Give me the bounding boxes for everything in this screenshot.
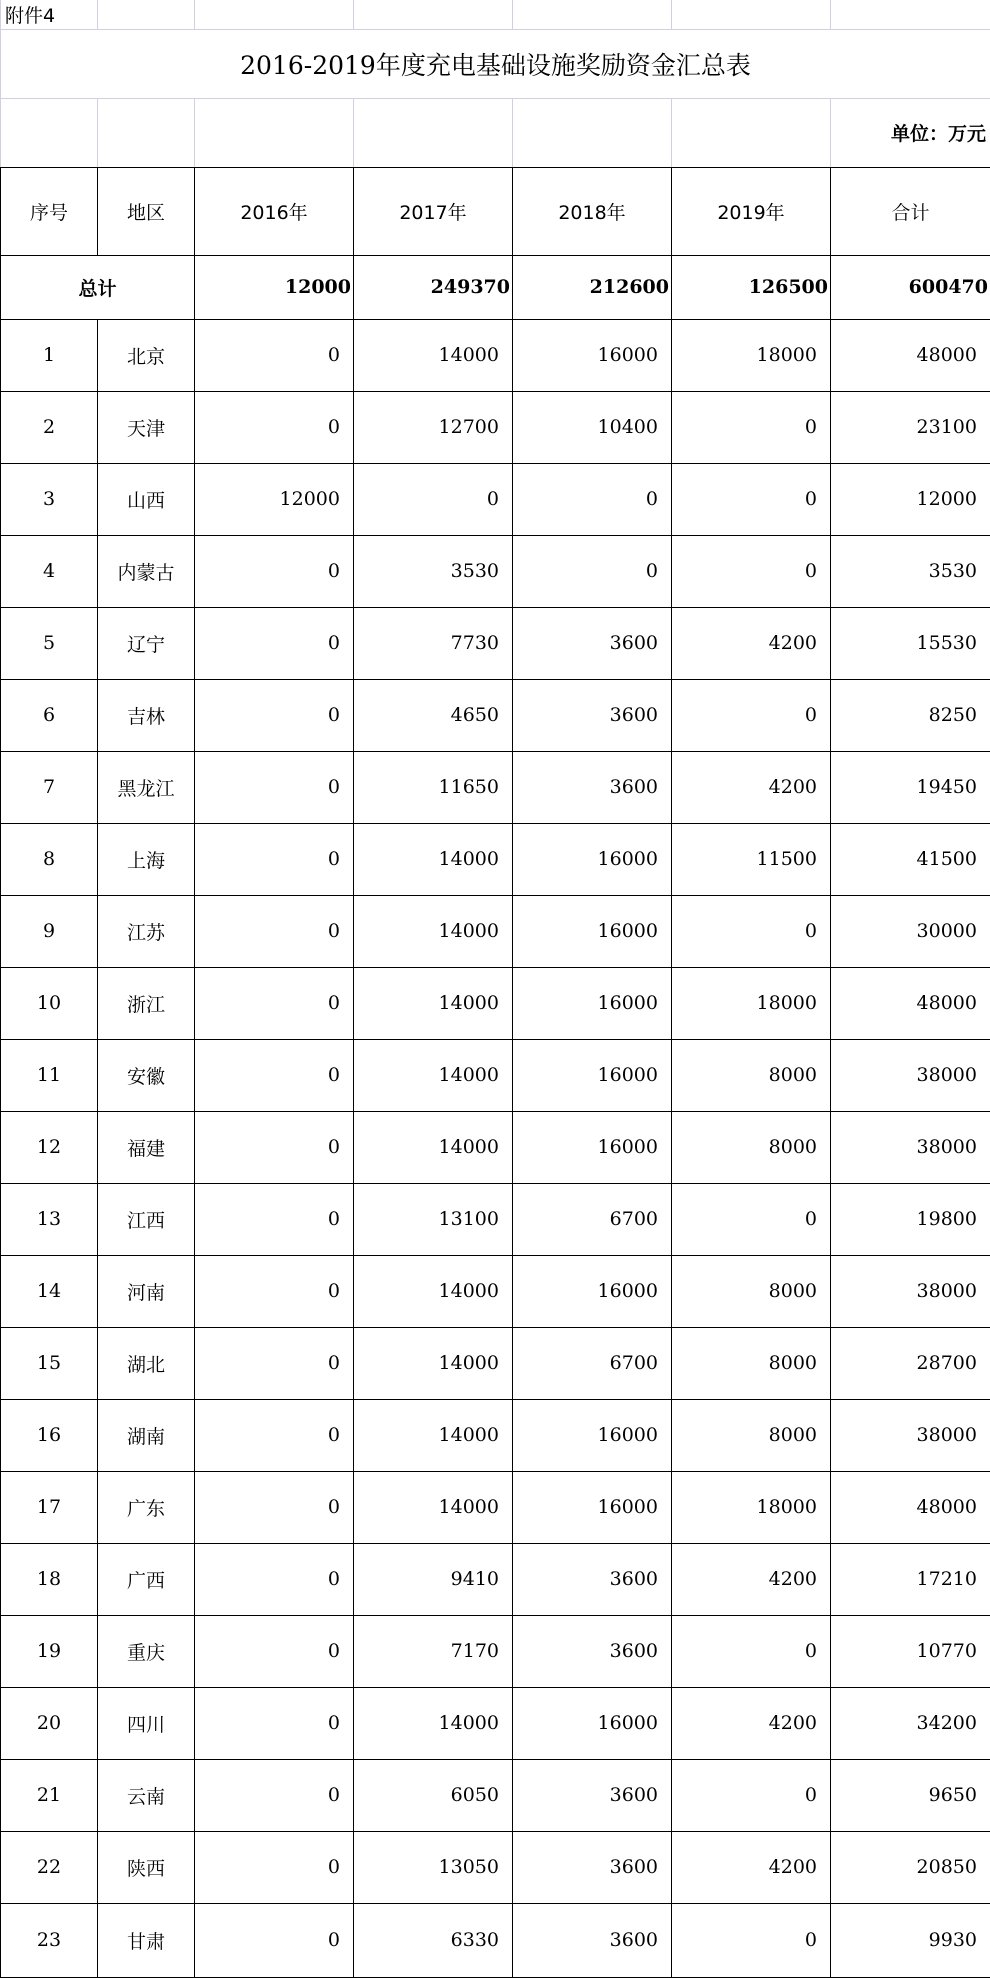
empty-cell[interactable] [831, 0, 990, 29]
cell-2016[interactable]: 0 [195, 391, 354, 463]
header-2017[interactable]: 2017年 [354, 167, 513, 255]
cell-2017[interactable]: 7730 [354, 607, 513, 679]
cell-2019[interactable]: 0 [672, 535, 831, 607]
cell-index[interactable]: 14 [1, 1255, 98, 1327]
cell-sum[interactable]: 38000 [831, 1039, 990, 1111]
table-row [1, 1543, 990, 1615]
empty-cell[interactable] [513, 98, 672, 167]
cell-2019[interactable]: 4200 [672, 1831, 831, 1903]
cell-region[interactable]: 江苏 [98, 895, 195, 967]
cell-2019[interactable]: 11500 [672, 823, 831, 895]
cell-region[interactable]: 天津 [98, 391, 195, 463]
cell-region[interactable]: 广西 [98, 1543, 195, 1615]
cell-sum[interactable]: 19450 [831, 751, 990, 823]
cell-index[interactable]: 7 [1, 751, 98, 823]
cell-2018[interactable]: 16000 [513, 1687, 672, 1759]
cell-sum[interactable]: 38000 [831, 1255, 990, 1327]
cell-index[interactable]: 6 [1, 679, 98, 751]
cell-region[interactable]: 北京 [98, 319, 195, 391]
total-2017[interactable]: 249370 [354, 255, 513, 319]
cell-2019[interactable]: 4200 [672, 1687, 831, 1759]
cell-sum[interactable]: 41500 [831, 823, 990, 895]
table-row [1, 1399, 990, 1471]
table-row [1, 823, 990, 895]
empty-cell[interactable] [672, 0, 831, 29]
total-row [1, 255, 990, 319]
table-row [1, 1471, 990, 1543]
cell-index[interactable]: 13 [1, 1183, 98, 1255]
cell-index[interactable]: 3 [1, 463, 98, 535]
cell-sum[interactable]: 48000 [831, 319, 990, 391]
cell-sum[interactable]: 15530 [831, 607, 990, 679]
cell-2018[interactable]: 3600 [513, 1615, 672, 1687]
cell-2017[interactable]: 4650 [354, 679, 513, 751]
cell-2018[interactable]: 10400 [513, 391, 672, 463]
total-2019[interactable]: 126500 [672, 255, 831, 319]
cell-2016[interactable]: 0 [195, 1687, 354, 1759]
cell-2016[interactable]: 0 [195, 319, 354, 391]
unit-row [1, 98, 990, 167]
table-row [1, 1255, 990, 1327]
cell-2016[interactable]: 0 [195, 679, 354, 751]
cell-region[interactable]: 内蒙古 [98, 535, 195, 607]
cell-2019[interactable]: 0 [672, 1759, 831, 1831]
cell-2016[interactable]: 0 [195, 1399, 354, 1471]
empty-cell[interactable] [513, 0, 672, 29]
cell-2019[interactable]: 4200 [672, 607, 831, 679]
empty-cell[interactable] [354, 0, 513, 29]
cell-2019[interactable]: 8000 [672, 1255, 831, 1327]
cell-sum[interactable]: 17210 [831, 1543, 990, 1615]
cell-2016[interactable]: 0 [195, 1327, 354, 1399]
cell-2016[interactable]: 0 [195, 1543, 354, 1615]
cell-index[interactable]: 18 [1, 1543, 98, 1615]
cell-2018[interactable]: 6700 [513, 1327, 672, 1399]
cell-2017[interactable]: 14000 [354, 1255, 513, 1327]
cell-index[interactable]: 16 [1, 1399, 98, 1471]
cell-2017[interactable]: 12700 [354, 391, 513, 463]
cell-2016[interactable]: 0 [195, 1111, 354, 1183]
cell-2016[interactable]: 0 [195, 1183, 354, 1255]
table-row [1, 1831, 990, 1903]
cell-2018[interactable]: 16000 [513, 967, 672, 1039]
cell-region[interactable]: 辽宁 [98, 607, 195, 679]
cell-2018[interactable]: 16000 [513, 1399, 672, 1471]
cell-sum[interactable]: 30000 [831, 895, 990, 967]
header-row [1, 167, 990, 255]
cell-2019[interactable]: 0 [672, 1903, 831, 1977]
cell-sum[interactable]: 48000 [831, 1471, 990, 1543]
cell-index[interactable]: 20 [1, 1687, 98, 1759]
empty-cell[interactable] [672, 98, 831, 167]
cell-sum[interactable]: 38000 [831, 1111, 990, 1183]
header-2016[interactable]: 2016年 [195, 167, 354, 255]
cell-2018[interactable]: 16000 [513, 1471, 672, 1543]
header-2019[interactable]: 2019年 [672, 167, 831, 255]
cell-2018[interactable]: 3600 [513, 607, 672, 679]
cell-2018[interactable]: 3600 [513, 1543, 672, 1615]
total-sum[interactable]: 600470 [831, 255, 990, 319]
cell-index[interactable]: 22 [1, 1831, 98, 1903]
cell-region[interactable]: 广东 [98, 1471, 195, 1543]
header-sum[interactable]: 合计 [831, 167, 990, 255]
cell-sum[interactable]: 3530 [831, 535, 990, 607]
cell-index[interactable]: 21 [1, 1759, 98, 1831]
cell-2019[interactable]: 4200 [672, 1543, 831, 1615]
table-row [1, 1039, 990, 1111]
cell-index[interactable]: 17 [1, 1471, 98, 1543]
cell-2016[interactable]: 0 [195, 535, 354, 607]
cell-index[interactable]: 1 [1, 319, 98, 391]
cell-region[interactable]: 福建 [98, 1111, 195, 1183]
cell-2018[interactable]: 16000 [513, 823, 672, 895]
cell-2016[interactable]: 0 [195, 967, 354, 1039]
total-2018[interactable]: 212600 [513, 255, 672, 319]
attachment-note[interactable]: 附件4 [1, 0, 98, 29]
cell-region[interactable]: 吉林 [98, 679, 195, 751]
empty-cell[interactable] [98, 0, 195, 29]
cell-2016[interactable]: 0 [195, 1903, 354, 1977]
cell-2016[interactable]: 0 [195, 751, 354, 823]
cell-2019[interactable]: 18000 [672, 319, 831, 391]
cell-2018[interactable]: 3600 [513, 679, 672, 751]
cell-2017[interactable]: 9410 [354, 1543, 513, 1615]
cell-2017[interactable]: 14000 [354, 319, 513, 391]
cell-2017[interactable]: 14000 [354, 823, 513, 895]
cell-region[interactable]: 江西 [98, 1183, 195, 1255]
cell-2016[interactable]: 0 [195, 1831, 354, 1903]
table-row [1, 319, 990, 391]
cell-region[interactable]: 重庆 [98, 1615, 195, 1687]
table-row [1, 463, 990, 535]
cell-2016[interactable]: 0 [195, 607, 354, 679]
cell-region[interactable]: 山西 [98, 463, 195, 535]
table-row [1, 751, 990, 823]
cell-2018[interactable]: 3600 [513, 1903, 672, 1977]
empty-cell[interactable] [195, 98, 354, 167]
cell-2016[interactable]: 0 [195, 1471, 354, 1543]
cell-2018[interactable]: 3600 [513, 1759, 672, 1831]
empty-cell[interactable] [195, 0, 354, 29]
cell-2017[interactable]: 3530 [354, 535, 513, 607]
empty-cell[interactable] [98, 98, 195, 167]
header-2018[interactable]: 2018年 [513, 167, 672, 255]
cell-2018[interactable]: 6700 [513, 1183, 672, 1255]
header-index[interactable]: 序号 [1, 167, 98, 255]
cell-2016[interactable]: 0 [195, 1759, 354, 1831]
cell-2018[interactable]: 16000 [513, 319, 672, 391]
cell-sum[interactable]: 9650 [831, 1759, 990, 1831]
cell-2017[interactable]: 6330 [354, 1903, 513, 1977]
table-row [1, 1615, 990, 1687]
cell-2016[interactable]: 0 [195, 895, 354, 967]
cell-region[interactable]: 河南 [98, 1255, 195, 1327]
cell-index[interactable]: 10 [1, 967, 98, 1039]
cell-2019[interactable]: 0 [672, 895, 831, 967]
cell-2017[interactable]: 14000 [354, 1327, 513, 1399]
cell-sum[interactable]: 23100 [831, 391, 990, 463]
empty-cell[interactable] [1, 98, 98, 167]
cell-2019[interactable]: 8000 [672, 1327, 831, 1399]
table-row [1, 1327, 990, 1399]
cell-2019[interactable]: 8000 [672, 1111, 831, 1183]
cell-2016[interactable]: 0 [195, 1615, 354, 1687]
cell-2017[interactable]: 14000 [354, 1399, 513, 1471]
cell-region[interactable]: 湖南 [98, 1399, 195, 1471]
table-row [1, 967, 990, 1039]
cell-sum[interactable]: 10770 [831, 1615, 990, 1687]
cell-2018[interactable]: 16000 [513, 1111, 672, 1183]
cell-2019[interactable]: 8000 [672, 1399, 831, 1471]
cell-region[interactable]: 湖北 [98, 1327, 195, 1399]
cell-index[interactable]: 5 [1, 607, 98, 679]
cell-2016[interactable]: 0 [195, 1255, 354, 1327]
cell-sum[interactable]: 20850 [831, 1831, 990, 1903]
cell-2017[interactable]: 7170 [354, 1615, 513, 1687]
cell-2019[interactable]: 0 [672, 679, 831, 751]
cell-index[interactable]: 12 [1, 1111, 98, 1183]
cell-2019[interactable]: 18000 [672, 967, 831, 1039]
cell-2019[interactable]: 0 [672, 1615, 831, 1687]
cell-2019[interactable]: 0 [672, 1183, 831, 1255]
cell-region[interactable]: 上海 [98, 823, 195, 895]
cell-index[interactable]: 11 [1, 1039, 98, 1111]
cell-2017[interactable]: 14000 [354, 1471, 513, 1543]
empty-cell[interactable] [354, 98, 513, 167]
attachment-note-row [1, 0, 990, 29]
table-row [1, 1183, 990, 1255]
cell-2018[interactable]: 3600 [513, 1831, 672, 1903]
cell-2017[interactable]: 13050 [354, 1831, 513, 1903]
cell-2019[interactable]: 18000 [672, 1471, 831, 1543]
cell-2019[interactable]: 4200 [672, 751, 831, 823]
cell-2017[interactable]: 6050 [354, 1759, 513, 1831]
cell-index[interactable]: 8 [1, 823, 98, 895]
cell-2018[interactable]: 0 [513, 463, 672, 535]
total-2016[interactable]: 12000 [195, 255, 354, 319]
total-label[interactable]: 总计 [1, 255, 195, 319]
cell-2018[interactable]: 3600 [513, 751, 672, 823]
cell-2019[interactable]: 0 [672, 463, 831, 535]
table-row [1, 1903, 990, 1977]
cell-region[interactable]: 黑龙江 [98, 751, 195, 823]
cell-region[interactable]: 甘肃 [98, 1903, 195, 1977]
cell-2016[interactable]: 0 [195, 1039, 354, 1111]
cell-sum[interactable]: 8250 [831, 679, 990, 751]
cell-index[interactable]: 23 [1, 1903, 98, 1977]
cell-sum[interactable]: 9930 [831, 1903, 990, 1977]
cell-region[interactable]: 陕西 [98, 1831, 195, 1903]
cell-index[interactable]: 15 [1, 1327, 98, 1399]
header-region[interactable]: 地区 [98, 167, 195, 255]
table-row [1, 679, 990, 751]
cell-2016[interactable]: 0 [195, 823, 354, 895]
cell-2017[interactable]: 14000 [354, 895, 513, 967]
table-row [1, 535, 990, 607]
cell-region[interactable]: 浙江 [98, 967, 195, 1039]
cell-2016[interactable]: 12000 [195, 463, 354, 535]
cell-2017[interactable]: 14000 [354, 1111, 513, 1183]
cell-sum[interactable]: 12000 [831, 463, 990, 535]
cell-2019[interactable]: 8000 [672, 1039, 831, 1111]
cell-2018[interactable]: 16000 [513, 1255, 672, 1327]
table-row [1, 1111, 990, 1183]
cell-2018[interactable]: 16000 [513, 895, 672, 967]
cell-index[interactable]: 4 [1, 535, 98, 607]
cell-2017[interactable]: 0 [354, 463, 513, 535]
cell-index[interactable]: 2 [1, 391, 98, 463]
cell-sum[interactable]: 28700 [831, 1327, 990, 1399]
cell-index[interactable]: 19 [1, 1615, 98, 1687]
cell-region[interactable]: 云南 [98, 1759, 195, 1831]
cell-2019[interactable]: 0 [672, 391, 831, 463]
cell-2017[interactable]: 14000 [354, 1687, 513, 1759]
cell-region[interactable]: 安徽 [98, 1039, 195, 1111]
unit-label[interactable]: 单位：万元 [831, 98, 990, 167]
table-row [1, 1687, 990, 1759]
table-row [1, 607, 990, 679]
cell-2018[interactable]: 16000 [513, 1039, 672, 1111]
cell-sum[interactable]: 38000 [831, 1399, 990, 1471]
cell-sum[interactable]: 48000 [831, 967, 990, 1039]
cell-2018[interactable]: 0 [513, 535, 672, 607]
table-row [1, 1759, 990, 1831]
cell-index[interactable]: 9 [1, 895, 98, 967]
table-row [1, 895, 990, 967]
cell-2017[interactable]: 14000 [354, 967, 513, 1039]
cell-sum[interactable]: 34200 [831, 1687, 990, 1759]
title-row [1, 29, 990, 98]
cell-region[interactable]: 四川 [98, 1687, 195, 1759]
cell-2017[interactable]: 14000 [354, 1039, 513, 1111]
cell-sum[interactable]: 19800 [831, 1183, 990, 1255]
cell-2017[interactable]: 11650 [354, 751, 513, 823]
table-row [1, 391, 990, 463]
cell-2017[interactable]: 13100 [354, 1183, 513, 1255]
sheet-title[interactable]: 2016-2019年度充电基础设施奖励资金汇总表 [1, 29, 990, 98]
